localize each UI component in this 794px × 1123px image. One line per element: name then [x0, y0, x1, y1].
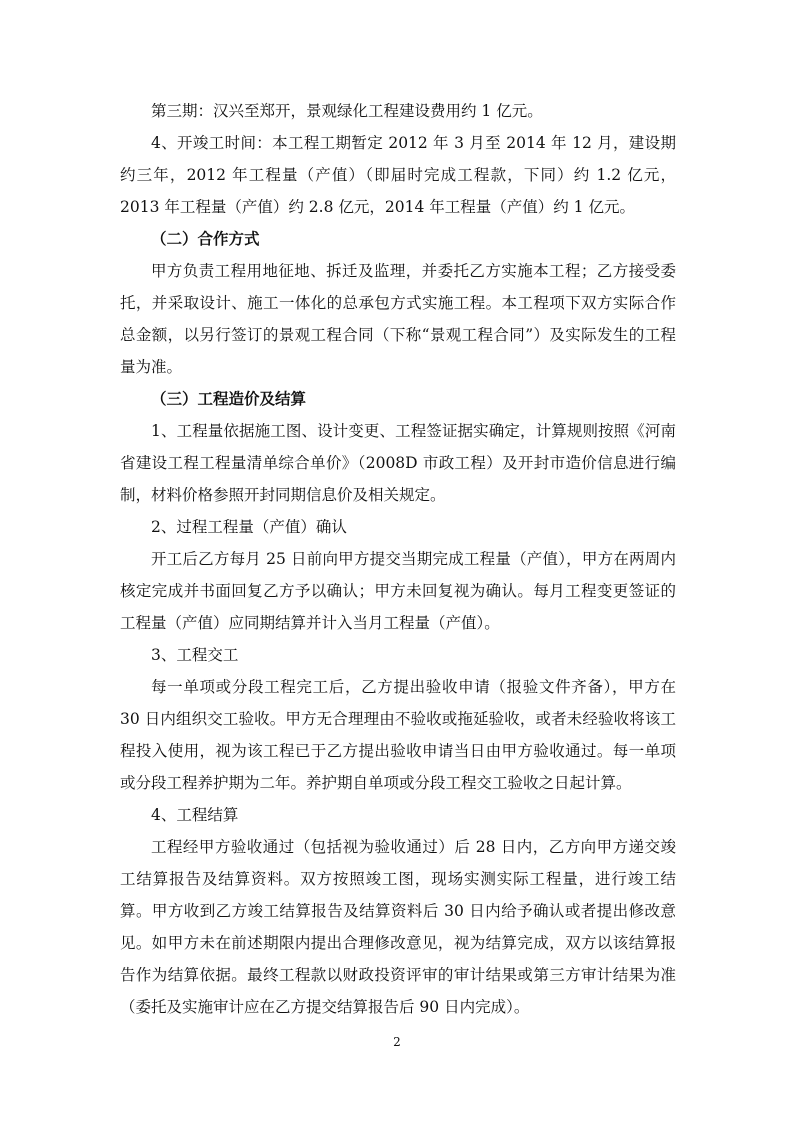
- paragraph-settlement: 工程经甲方验收通过（包括视为验收通过）后 28 日内，乙方向甲方递交竣工结算报告及结算资料。双方按照竣工图，现场实测实际工程量，进行竣工结算。甲方收到乙方竣工结算报告及结算资料后 30 日内给予确认或者提出修改意见。如甲方未在前述期限内提出合理修改意见，视为结算完成，双方以该结算报告作为结算依据。最终工程款以财政投资评审的审计结果或第三方审计结果为准（委托及实施审计应在乙方提交结算报告后 90 日内完成）。: [120, 838, 676, 1016]
- paragraph-phase-three: 第三期：汉兴至郑开，景观绿化工程建设费用约 1 亿元。: [151, 102, 543, 120]
- document-body: [120, 95, 676, 1023]
- heading-cooperation-method: （二）合作方式: [151, 229, 260, 248]
- paragraph-quantity-basis: 1、工程量依据施工图、设计变更、工程签证据实确定，计算规则按照《河南省建设工程工程量清单综合单价》（2008D 市政工程）及开封市造价信息进行编制，材料价格参照开封同期信息价及相关规定。: [120, 422, 676, 504]
- heading-cost-and-settlement: （三）工程造价及结算: [151, 389, 307, 408]
- paragraph-process-confirmation: 开工后乙方每月 25 日前向甲方提交当期完成工程量（产值），甲方在两周内核定完成并书面回复乙方予以确认；甲方未回复视为确认。每月工程变更签证的工程量（产值）应同期结算并计入当月工程量（产值）。: [120, 550, 676, 632]
- page-number: 2: [393, 1035, 401, 1049]
- paragraph-cooperation-method: 甲方负责工程用地征地、拆迁及监理，并委托乙方实施本工程；乙方接受委托，并采取设计、施工一体化的总承包方式实施工程。本工程项下双方实际合作总金额，以另行签订的景观工程合同（下称“景观工程合同”）及实际发生的工程量为准。: [120, 262, 676, 376]
- paragraph-handover: 每一单项或分段工程完工后，乙方提出验收申请（报验文件齐备），甲方在 30 日内组织交工验收。甲方无合理理由不验收或拖延验收，或者未经验收将该工程投入使用，视为该工程已于乙方提出验收申请当日由甲方验收通过。每一单项或分段工程养护期为二年。养护期自单项或分段工程交工验收之日起计算。: [120, 678, 676, 792]
- subheading-settlement: 4、工程结算: [151, 806, 239, 824]
- subheading-process-confirmation: 2、过程工程量（产值）确认: [151, 518, 347, 536]
- subheading-handover: 3、工程交工: [151, 646, 239, 664]
- paragraph-construction-period: 4、开竣工时间：本工程工期暂定 2012 年 3 月至 2014 年 12 月，建设期约三年，2012 年工程量（产值）（即届时完成工程款，下同）约 1.2 亿元，2013 年工程量（产值）约 2.8 亿元，2014 年工程量（产值）约 1 亿元。: [120, 134, 676, 216]
